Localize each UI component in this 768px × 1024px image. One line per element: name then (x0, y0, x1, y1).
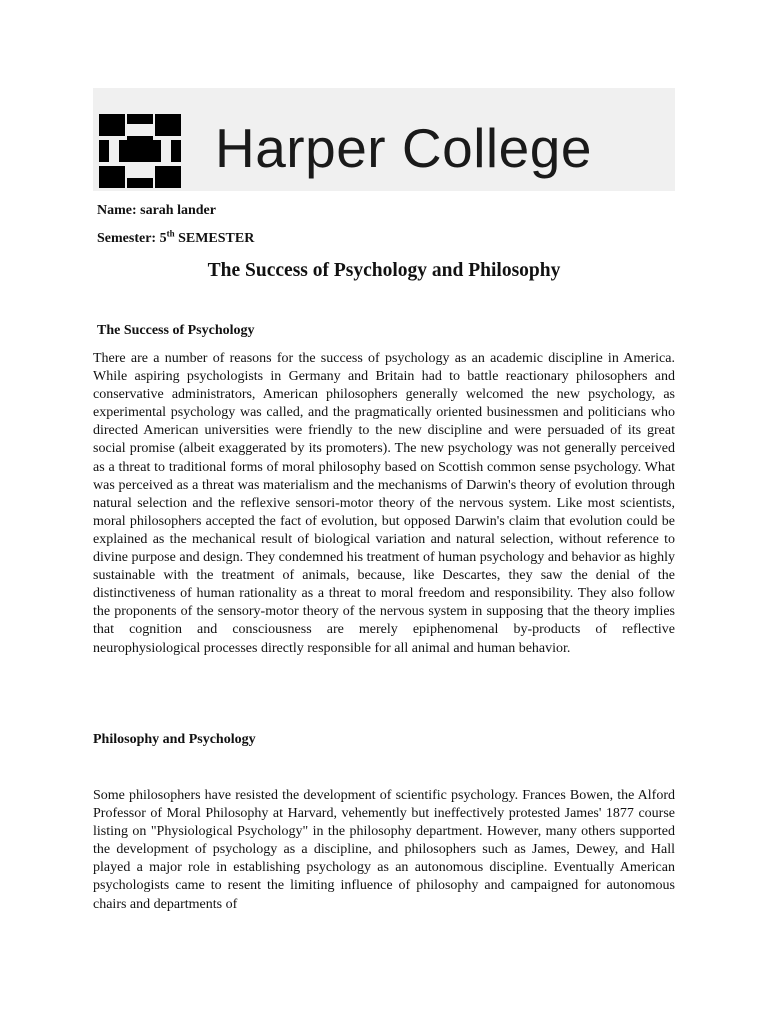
section-heading-success: The Success of Psychology (97, 323, 255, 338)
harper-college-logo-icon (99, 114, 181, 188)
student-name: Name: sarah lander (97, 203, 216, 218)
semester-prefix: Semester: 5 (97, 231, 167, 246)
semester-superscript: th (166, 228, 175, 239)
college-banner (93, 88, 675, 191)
document-title: The Success of Psychology and Philosophy (207, 260, 561, 281)
semester-suffix: SEMESTER (174, 231, 255, 246)
section-body-philosophy: Some philosophers have resisted the development of scientific psychology. Frances Bowen, the Alford Professor of Moral Philosophy at Harvard, vehemently but ineffectively protested James' 1877 course listing on "Physiological Psychology" in the philosophy department. However, many others supported the development of psychology as a discipline, and philosophers such as James, Dewey, and Hall played a major role in establishing psychology as an autonomous discipline. Eventually American psychologists came to resent the limiting influence of philosophy and campaigned for autonomous chairs and departments of (93, 788, 675, 912)
semester-line (97, 230, 254, 248)
section-body-success: There are a number of reasons for the success of psychology as an academic discipline in America. While aspiring psychologists in Germany and Britain had to battle reactionary philosophers and conservative administrators, American philosophers generally welcomed the new psychology, as experimental psychology was called, and the pragmatically oriented businessmen and politicians who directed American universities were friendly to the new discipline and were persuaded of its great social promise (albeit exaggerated by its promoters). The new psychology was not generally perceived as a threat to traditional forms of moral philosophy based on Scottish common sense psychology. What was perceived as a threat was materialism and the mechanisms of Darwin's theory of evolution through natural selection and the reflexive sensori-motor theory of the nervous system. Like most scientists, moral philosophers accepted the fact of evolution, but opposed Darwin's claim that evolution could be explained as the mechanical result of biological variation and natural selection, without reference to divine purpose and design. They condemned his treatment of human psychology and behavior as highly sustainable with the treatment of animals, because, like Descartes, they saw the denial of the distinctiveness of human rationality as a threat to moral freedom and responsibility. They also follow the proponents of the sensory-motor theory of the nervous system in supposing that the theory implies that cognition and consciousness are merely epiphenomenal by-products of reflective neurophysiological processes directly responsible for all animal and human behavior. (93, 351, 675, 656)
college-logo-text: Harper College (215, 117, 592, 179)
section-heading-philosophy: Philosophy and Psychology (93, 732, 256, 747)
